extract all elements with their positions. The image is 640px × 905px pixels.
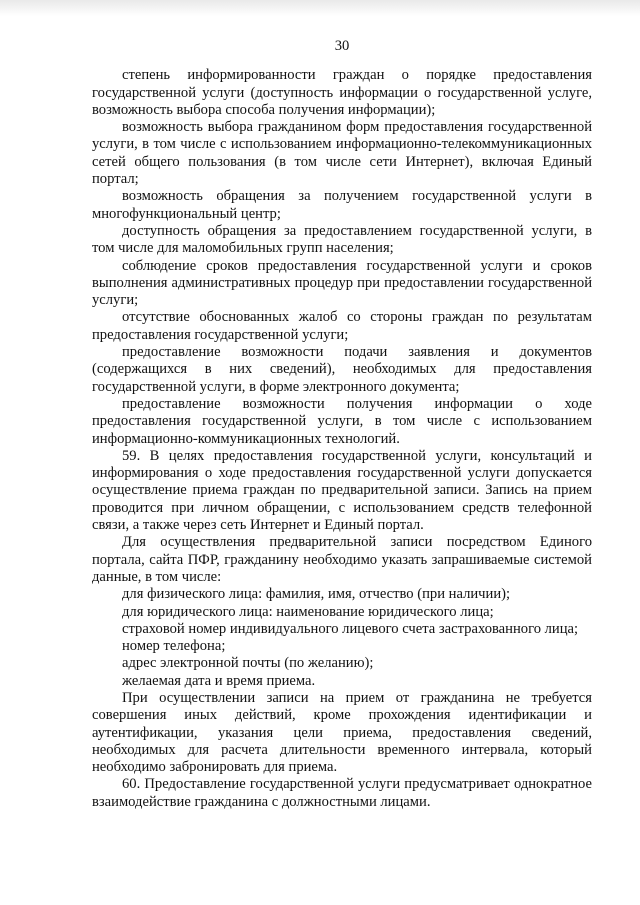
paragraph-60: 60. Предоставление государственной услуги предусматривает однократное взаимодействие гражданина с должностными лицами. [92, 776, 592, 810]
list-item: желаемая дата и время приема. [122, 672, 316, 689]
paragraph: предоставление возможности получения информации о ходе предоставления государственной услуги, в том числе с использованием информационно-коммуникационных технологий. [92, 395, 592, 447]
paragraph: При осуществлении записи на прием от гражданина не требуется совершения иных действий, кроме прохождения идентификации и аутентификации, указания цели приема, предоставления сведений, необходимых для расчета длительности временного интервала, который необходимо забронировать для приема. [92, 689, 592, 776]
paragraph: степень информированности граждан о порядке предоставления государственной услуги (доступность информации о государственной услуге, возможность выбора способа получения информации); [92, 67, 592, 118]
scan-edge-shading [0, 0, 640, 16]
paragraph: соблюдение сроков предоставления государственной услуги и сроков выполнения административных процедур при предоставлении государственной услуги; [92, 257, 592, 309]
page-number: 30 [334, 38, 350, 54]
list-item: страховой номер индивидуального лицевого счета застрахованного лица; [122, 620, 579, 637]
paragraph: отсутствие обоснованных жалоб со стороны граждан по результатам предоставления государственной услуги; [92, 309, 592, 343]
paragraph: возможность выбора гражданином форм предоставления государственной услуги, в том числе с использованием информационно-телекоммуникационных сетей общего пользования (в том числе сети Интернет), включая Единый портал; [92, 119, 592, 188]
list-item: для физического лица: фамилия, имя, отчество (при наличии); [122, 586, 511, 603]
paragraph: доступность обращения за предоставлением государственной услуги, в том числе для маломобильных групп населения; [92, 222, 592, 257]
list-item: номер телефона; [122, 638, 226, 655]
paragraph: Для осуществления предварительной записи посредством Единого портала, сайта ПФР, гражданину необходимо указать запрашиваемые системой данные, в том числе: [92, 534, 592, 585]
list-item: адрес электронной почты (по желанию); [122, 655, 374, 672]
document-page [92, 38, 592, 811]
paragraph: возможность обращения за получением государственной услуги в многофункциональный центр; [92, 188, 592, 222]
paragraph: предоставление возможности подачи заявления и документов (содержащихся в них сведений), необходимых для предоставления государственной услуги, в форме электронного документа; [92, 344, 592, 395]
list-item: для юридического лица: наименование юридического лица; [122, 603, 494, 620]
paragraph-59: 59. В целях предоставления государственной услуги, консультаций и информирования о ходе предоставления государственной услуги допускается осуществление приема граждан по предварительной записи. Запись на прием проводится при личном обращении, с использованием средств телефонной связи, а также через сеть Интернет и Единый портал. [92, 447, 592, 534]
